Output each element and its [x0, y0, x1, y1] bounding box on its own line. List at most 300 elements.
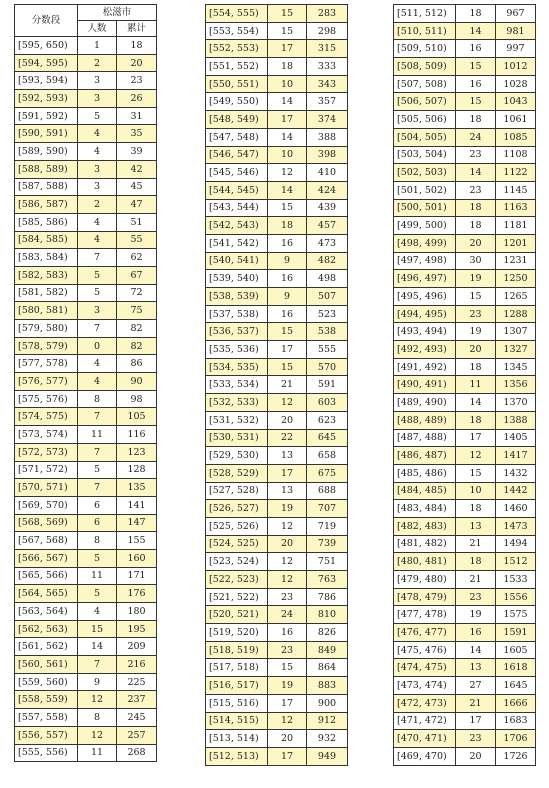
score-range-cell: [522, 523) [206, 571, 268, 589]
table-row [206, 199, 348, 217]
cumulative-cell: 155 [117, 532, 157, 550]
score-range-cell: [478, 479) [394, 588, 456, 606]
count-cell: 24 [456, 128, 496, 146]
count-cell: 30 [456, 252, 496, 270]
score-range-cell: [511, 512) [394, 5, 456, 23]
count-cell: 4 [78, 603, 117, 621]
score-range-cell: [532, 533) [206, 394, 268, 412]
count-cell: 15 [268, 22, 307, 40]
table-row [15, 656, 157, 674]
count-cell: 15 [268, 659, 307, 677]
table-row [394, 58, 536, 76]
count-cell: 19 [456, 270, 496, 288]
table-row [394, 677, 536, 695]
score-range-cell: [524, 525) [206, 535, 268, 553]
table-row [206, 694, 348, 712]
cumulative-cell: 591 [307, 376, 348, 394]
city-header: 松滋市 [78, 5, 157, 21]
table-row [394, 252, 536, 270]
table-row [206, 146, 348, 164]
cumulative-cell: 116 [117, 426, 157, 444]
count-cell: 17 [456, 712, 496, 730]
count-cell: 18 [456, 5, 496, 23]
cumulative-cell: 62 [117, 249, 157, 267]
score-range-cell: [546, 547) [206, 146, 268, 164]
count-header: 人数 [78, 21, 117, 37]
count-cell: 17 [268, 464, 307, 482]
score-range-cell: [481, 482) [394, 535, 456, 553]
count-cell: 18 [268, 217, 307, 235]
count-cell: 18 [268, 58, 307, 76]
cumulative-cell: 1122 [496, 164, 536, 182]
score-range-cell: [593, 594) [15, 72, 78, 90]
cumulative-cell: 688 [307, 482, 348, 500]
count-cell: 18 [456, 553, 496, 571]
table-row [15, 549, 157, 567]
count-cell: 12 [78, 726, 117, 744]
count-cell: 17 [268, 40, 307, 58]
table-row [394, 553, 536, 571]
score-range-cell: [573, 574) [15, 426, 78, 444]
count-cell: 17 [268, 111, 307, 129]
score-range-cell: [545, 546) [206, 164, 268, 182]
score-range-cell: [503, 504) [394, 146, 456, 164]
cumulative-cell: 18 [117, 37, 157, 55]
table-row [206, 181, 348, 199]
cumulative-cell: 719 [307, 517, 348, 535]
score-range-cell: [574, 575) [15, 408, 78, 426]
cumulative-cell: 498 [307, 270, 348, 288]
table-row [394, 606, 536, 624]
cumulative-cell: 147 [117, 514, 157, 532]
cumulative-cell: 473 [307, 234, 348, 252]
cumulative-cell: 1345 [496, 358, 536, 376]
cumulative-cell: 603 [307, 394, 348, 412]
table-row [15, 284, 157, 302]
cumulative-cell: 1460 [496, 500, 536, 518]
cumulative-cell: 39 [117, 143, 157, 161]
table-row [15, 266, 157, 284]
cumulative-cell: 739 [307, 535, 348, 553]
cumulative-cell: 176 [117, 585, 157, 603]
count-cell: 4 [78, 231, 117, 249]
score-range-cell: [499, 500) [394, 217, 456, 235]
score-range-cell: [501, 502) [394, 181, 456, 199]
table-row [15, 355, 157, 373]
count-cell: 15 [456, 58, 496, 76]
table-row [206, 128, 348, 146]
cumulative-cell: 45 [117, 178, 157, 196]
score-range-cell: [508, 509) [394, 58, 456, 76]
table-row [394, 447, 536, 465]
table-row [15, 320, 157, 338]
score-range-cell: [536, 537) [206, 323, 268, 341]
count-cell: 20 [456, 341, 496, 359]
score-range-cell: [567, 568) [15, 532, 78, 550]
count-cell: 11 [456, 376, 496, 394]
score-range-cell: [477, 478) [394, 606, 456, 624]
table-row [394, 111, 536, 129]
cumulative-cell: 1405 [496, 429, 536, 447]
cumulative-cell: 507 [307, 288, 348, 306]
cumulative-cell: 967 [496, 5, 536, 23]
table-row [206, 747, 348, 765]
count-cell: 20 [456, 234, 496, 252]
cumulative-cell: 1432 [496, 464, 536, 482]
cumulative-cell: 357 [307, 93, 348, 111]
cumulative-cell: 849 [307, 641, 348, 659]
table-row [15, 426, 157, 444]
score-range-cell: [571, 572) [15, 461, 78, 479]
count-cell: 5 [78, 585, 117, 603]
cumulative-cell: 1163 [496, 199, 536, 217]
count-cell: 17 [268, 694, 307, 712]
count-cell: 3 [78, 302, 117, 320]
score-range-cell: [552, 553) [206, 40, 268, 58]
count-cell: 6 [78, 496, 117, 514]
table-row [206, 341, 348, 359]
table-row [15, 620, 157, 638]
cumulative-cell: 123 [117, 443, 157, 461]
table-row [206, 58, 348, 76]
table-row [394, 128, 536, 146]
table-row [394, 571, 536, 589]
score-range-cell: [582, 583) [15, 266, 78, 284]
cumulative-cell: 51 [117, 213, 157, 231]
cumulative-cell: 333 [307, 58, 348, 76]
cumulative-cell: 1145 [496, 181, 536, 199]
table-row [206, 447, 348, 465]
table-row [206, 288, 348, 306]
table-row [206, 75, 348, 93]
cumulative-cell: 1085 [496, 128, 536, 146]
cumulative-cell: 35 [117, 125, 157, 143]
cumulative-cell: 55 [117, 231, 157, 249]
count-cell: 11 [78, 567, 117, 585]
table-row [15, 585, 157, 603]
score-range-cell: [485, 486) [394, 464, 456, 482]
score-range-cell: [588, 589) [15, 160, 78, 178]
count-cell: 23 [456, 730, 496, 748]
score-range-cell: [530, 531) [206, 429, 268, 447]
cumulative-cell: 42 [117, 160, 157, 178]
cumulative-cell: 570 [307, 358, 348, 376]
table-row [394, 588, 536, 606]
count-cell: 16 [456, 40, 496, 58]
cumulative-cell: 86 [117, 355, 157, 373]
cumulative-cell: 180 [117, 603, 157, 621]
table-row [394, 199, 536, 217]
cumulative-cell: 209 [117, 638, 157, 656]
score-range-cell: [506, 507) [394, 93, 456, 111]
table-row [206, 659, 348, 677]
count-cell: 0 [78, 337, 117, 355]
count-cell: 15 [456, 288, 496, 306]
count-cell: 7 [78, 408, 117, 426]
cumulative-cell: 26 [117, 90, 157, 108]
cumulative-cell: 195 [117, 620, 157, 638]
table-row [394, 93, 536, 111]
count-cell: 20 [268, 411, 307, 429]
count-cell: 23 [268, 641, 307, 659]
count-cell: 12 [268, 712, 307, 730]
cumulative-cell: 1556 [496, 588, 536, 606]
score-range-cell: [553, 554) [206, 22, 268, 40]
cumulative-cell: 225 [117, 673, 157, 691]
cumulative-cell: 1575 [496, 606, 536, 624]
cumulative-cell: 245 [117, 709, 157, 727]
score-range-cell: [531, 532) [206, 411, 268, 429]
cumulative-cell: 826 [307, 624, 348, 642]
count-cell: 15 [268, 199, 307, 217]
score-range-cell: [542, 543) [206, 217, 268, 235]
table-row [15, 726, 157, 744]
table-row [206, 730, 348, 748]
score-range-cell: [476, 477) [394, 624, 456, 642]
score-range-cell: [480, 481) [394, 553, 456, 571]
count-cell: 5 [78, 284, 117, 302]
table-row [394, 323, 536, 341]
table-row [206, 217, 348, 235]
score-range-cell: [505, 506) [394, 111, 456, 129]
count-cell: 20 [268, 730, 307, 748]
count-cell: 19 [268, 500, 307, 518]
count-cell: 3 [78, 160, 117, 178]
cumulative-cell: 1726 [496, 747, 536, 765]
cumulative-cell: 1231 [496, 252, 536, 270]
score-range-cell: [584, 585) [15, 231, 78, 249]
cumulative-cell: 1666 [496, 694, 536, 712]
count-cell: 13 [268, 447, 307, 465]
score-range-cell: [497, 498) [394, 252, 456, 270]
score-range-cell: [537, 538) [206, 305, 268, 323]
table-row [394, 270, 536, 288]
score-range-cell: [516, 517) [206, 677, 268, 695]
cumulative-cell: 82 [117, 320, 157, 338]
count-cell: 9 [268, 288, 307, 306]
table-row [15, 125, 157, 143]
cumulative-cell: 1307 [496, 323, 536, 341]
score-range-cell: [528, 529) [206, 464, 268, 482]
table-row [15, 514, 157, 532]
count-cell: 19 [456, 323, 496, 341]
table-row [15, 496, 157, 514]
cumulative-cell: 1288 [496, 305, 536, 323]
count-cell: 15 [268, 5, 307, 23]
count-cell: 18 [456, 358, 496, 376]
score-range-cell: [495, 496) [394, 288, 456, 306]
score-range-cell: [512, 513) [206, 747, 268, 765]
count-cell: 16 [268, 305, 307, 323]
score-range-cell: [502, 503) [394, 164, 456, 182]
table-row [15, 196, 157, 214]
table-row [394, 641, 536, 659]
score-range-cell: [523, 524) [206, 553, 268, 571]
count-cell: 5 [78, 266, 117, 284]
table-row [206, 411, 348, 429]
table-row [206, 553, 348, 571]
table-row [206, 164, 348, 182]
table-row [15, 249, 157, 267]
count-cell: 18 [456, 199, 496, 217]
table-row [15, 373, 157, 391]
cumulative-cell: 1108 [496, 146, 536, 164]
score-range-cell: [556, 557) [15, 726, 78, 744]
score-range-cell: [473, 474) [394, 677, 456, 695]
table-row [394, 164, 536, 182]
score-range-cell: [494, 495) [394, 305, 456, 323]
table-row [15, 532, 157, 550]
table-row [15, 408, 157, 426]
count-cell: 4 [78, 143, 117, 161]
cumulative-cell: 23 [117, 72, 157, 90]
score-range-cell: [484, 485) [394, 482, 456, 500]
table-row [206, 93, 348, 111]
score-band-header: 分数段 [15, 5, 78, 37]
table-row [394, 482, 536, 500]
score-range-cell: [570, 571) [15, 479, 78, 497]
score-range-cell: [482, 483) [394, 517, 456, 535]
table-row [206, 270, 348, 288]
score-range-cell: [486, 487) [394, 447, 456, 465]
table-row [15, 673, 157, 691]
table-row [394, 517, 536, 535]
cumulative-cell: 128 [117, 461, 157, 479]
score-range-cell: [492, 493) [394, 341, 456, 359]
score-range-cell: [471, 472) [394, 712, 456, 730]
score-range-cell: [580, 581) [15, 302, 78, 320]
score-range-cell: [547, 548) [206, 128, 268, 146]
count-cell: 23 [456, 146, 496, 164]
count-cell: 13 [456, 659, 496, 677]
table-row [394, 217, 536, 235]
table-row [15, 160, 157, 178]
table-row [394, 624, 536, 642]
score-range-cell: [517, 518) [206, 659, 268, 677]
table-row [15, 337, 157, 355]
score-range-cell: [487, 488) [394, 429, 456, 447]
score-range-cell: [541, 542) [206, 234, 268, 252]
score-range-cell: [474, 475) [394, 659, 456, 677]
score-range-cell: [568, 569) [15, 514, 78, 532]
table-row [15, 90, 157, 108]
cumulative-cell: 981 [496, 22, 536, 40]
cumulative-cell: 439 [307, 199, 348, 217]
table-row [15, 143, 157, 161]
count-cell: 12 [268, 571, 307, 589]
score-range-cell: [566, 567) [15, 549, 78, 567]
cumulative-cell: 374 [307, 111, 348, 129]
cumulative-cell: 82 [117, 337, 157, 355]
score-range-cell: [562, 563) [15, 620, 78, 638]
cumulative-cell: 1370 [496, 394, 536, 412]
count-cell: 7 [78, 479, 117, 497]
count-cell: 3 [78, 90, 117, 108]
score-range-cell: [520, 521) [206, 606, 268, 624]
count-cell: 7 [78, 443, 117, 461]
table-row [15, 479, 157, 497]
score-range-cell: [526, 527) [206, 500, 268, 518]
cumulative-cell: 658 [307, 447, 348, 465]
table-row [206, 358, 348, 376]
count-cell: 14 [456, 641, 496, 659]
count-cell: 21 [456, 571, 496, 589]
cumulative-cell: 315 [307, 40, 348, 58]
table-row [394, 694, 536, 712]
cumulative-cell: 555 [307, 341, 348, 359]
score-range-cell: [595, 650) [15, 37, 78, 55]
count-cell: 14 [456, 164, 496, 182]
cumulative-cell: 1181 [496, 217, 536, 235]
count-cell: 15 [268, 358, 307, 376]
score-range-cell: [557, 558) [15, 709, 78, 727]
score-range-cell: [572, 573) [15, 443, 78, 461]
count-cell: 16 [268, 624, 307, 642]
table-row [206, 394, 348, 412]
cumulative-cell: 786 [307, 588, 348, 606]
cumulative-cell: 707 [307, 500, 348, 518]
cumulative-cell: 864 [307, 659, 348, 677]
score-range-cell: [498, 499) [394, 234, 456, 252]
count-cell: 12 [268, 517, 307, 535]
score-range-cell: [576, 577) [15, 373, 78, 391]
count-cell: 7 [78, 656, 117, 674]
score-range-cell: [583, 584) [15, 249, 78, 267]
count-cell: 14 [456, 22, 496, 40]
table-row [206, 677, 348, 695]
cumulative-cell: 763 [307, 571, 348, 589]
cumulative-cell: 1265 [496, 288, 536, 306]
cumulative-cell: 949 [307, 747, 348, 765]
score-range-cell: [490, 491) [394, 376, 456, 394]
table-row [394, 730, 536, 748]
table-row [206, 500, 348, 518]
count-cell: 11 [78, 744, 117, 762]
cumulative-cell: 883 [307, 677, 348, 695]
cumulative-cell: 47 [117, 196, 157, 214]
count-cell: 20 [268, 535, 307, 553]
cumulative-cell: 1442 [496, 482, 536, 500]
cumulative-cell: 623 [307, 411, 348, 429]
cumulative-cell: 1512 [496, 553, 536, 571]
count-cell: 14 [268, 128, 307, 146]
score-range-cell: [489, 490) [394, 394, 456, 412]
count-cell: 7 [78, 320, 117, 338]
table-row [206, 376, 348, 394]
score-range-cell: [510, 511) [394, 22, 456, 40]
count-cell: 12 [268, 553, 307, 571]
cumulative-cell: 1473 [496, 517, 536, 535]
score-range-cell: [578, 579) [15, 337, 78, 355]
cumulative-cell: 105 [117, 408, 157, 426]
cumulative-cell: 424 [307, 181, 348, 199]
count-cell: 17 [268, 747, 307, 765]
table-row [15, 567, 157, 585]
score-range-cell: [594, 595) [15, 54, 78, 72]
score-range-cell: [521, 522) [206, 588, 268, 606]
score-range-cell: [569, 570) [15, 496, 78, 514]
table-row [206, 429, 348, 447]
score-range-cell: [493, 494) [394, 323, 456, 341]
table-row [206, 517, 348, 535]
score-range-cell: [591, 592) [15, 107, 78, 125]
table-row [15, 37, 157, 55]
count-cell: 13 [268, 482, 307, 500]
table-row [394, 394, 536, 412]
cumulative-cell: 257 [117, 726, 157, 744]
cumulative-cell: 75 [117, 302, 157, 320]
score-range-cell: [575, 576) [15, 390, 78, 408]
